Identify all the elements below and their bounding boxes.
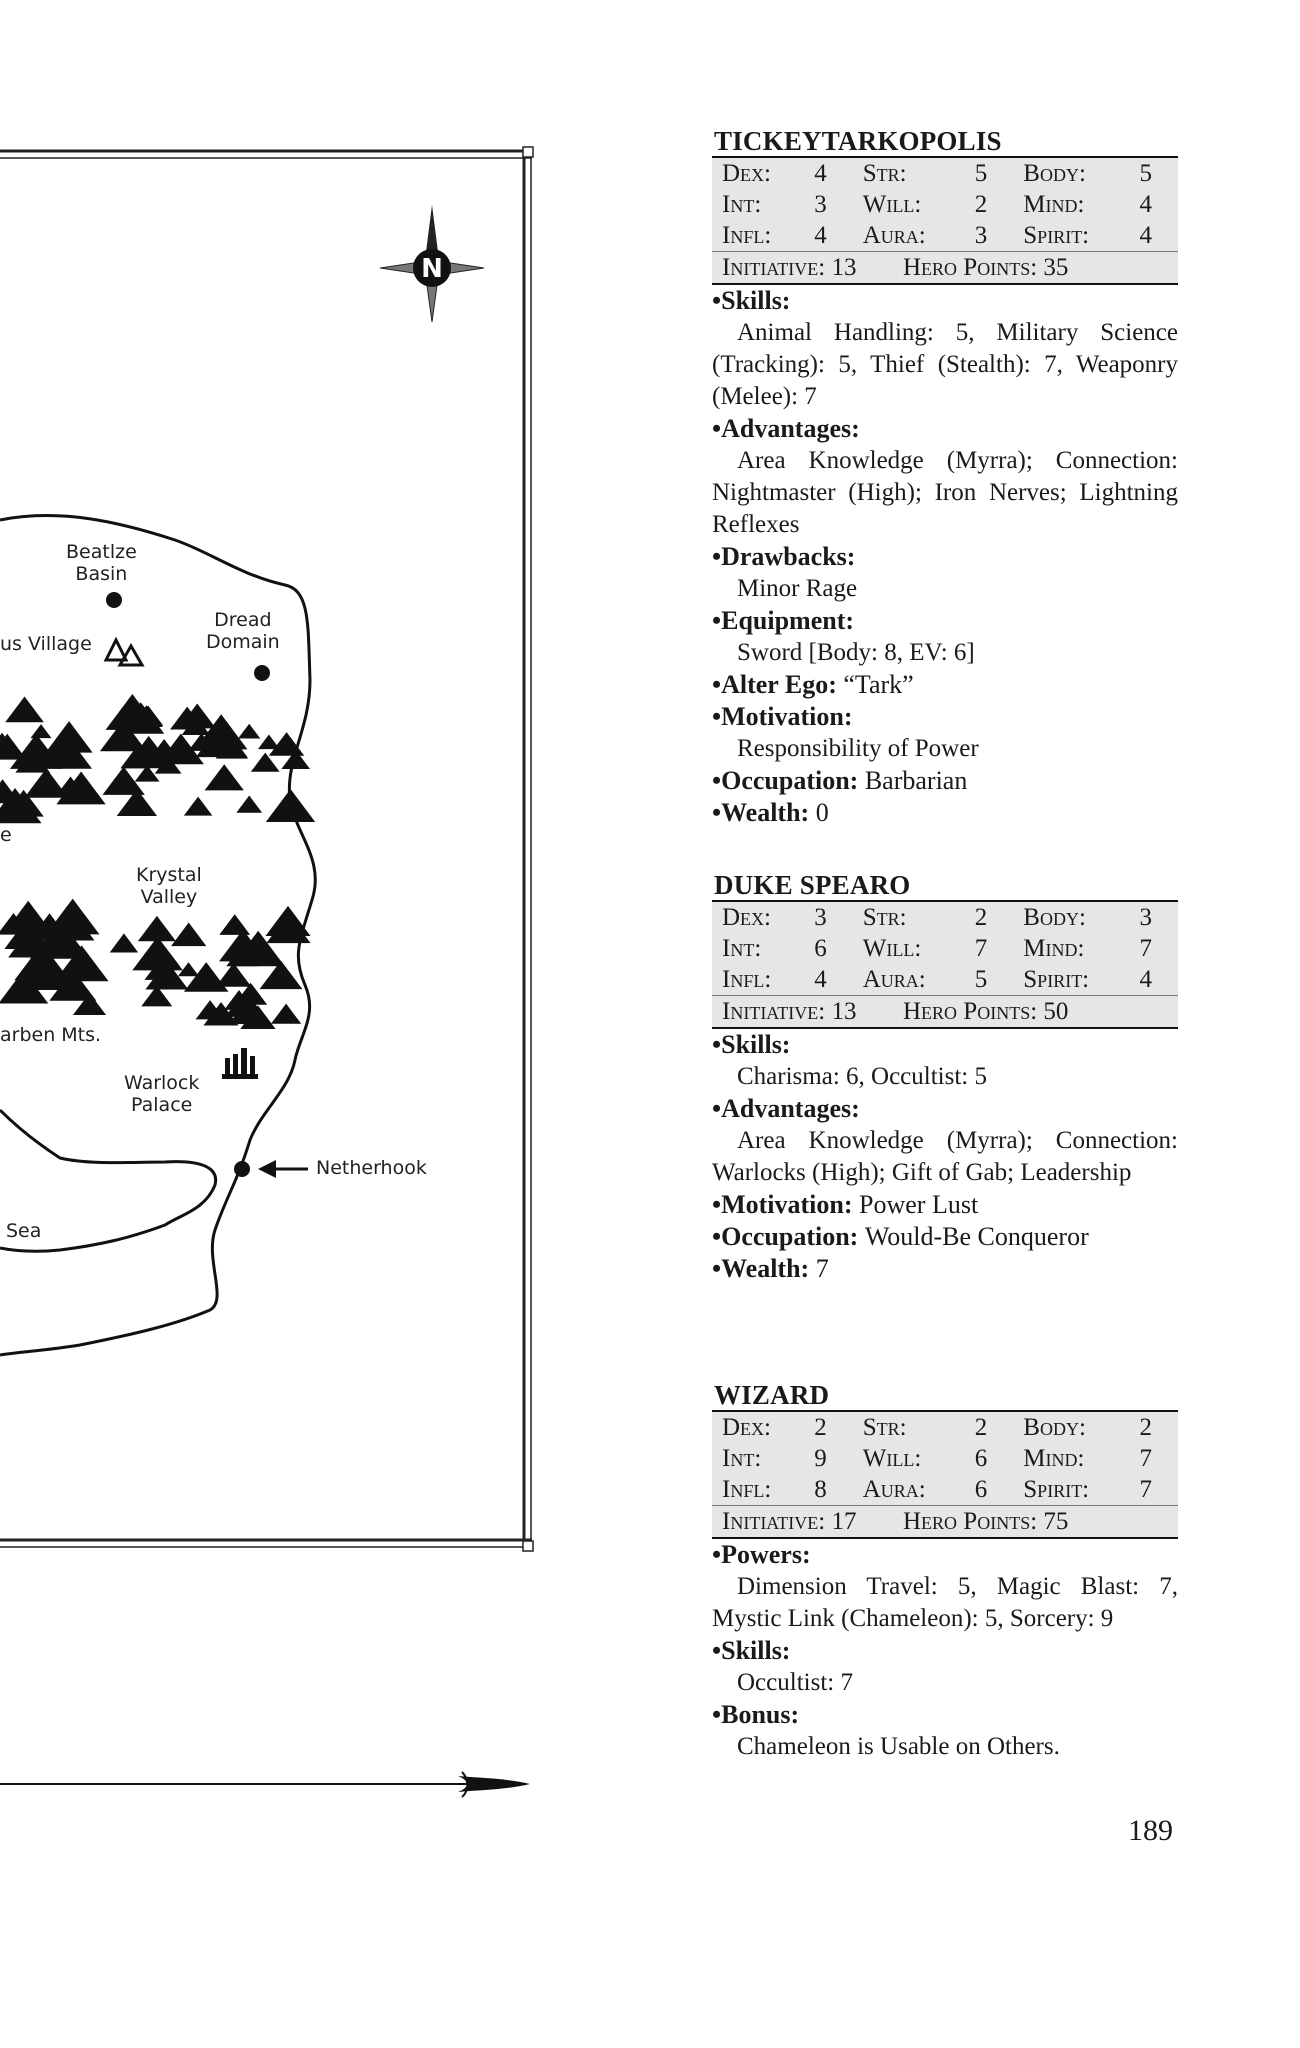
stat-str_l: Str: (862, 904, 907, 931)
stat-spirit: 4 (1139, 966, 1152, 993)
compass-rose-icon (380, 205, 484, 322)
mountain-icon (258, 735, 280, 750)
stat-dex_l: Dex: (722, 160, 771, 187)
stat-will: 7 (974, 935, 988, 962)
section-heading: •Wealth: (712, 798, 810, 827)
stat-infl: 8 (814, 1476, 827, 1503)
stat-spirit_l: Spirit: (1023, 1476, 1090, 1503)
stat-will_l: Will: (862, 1445, 922, 1472)
mountain-icon (138, 916, 176, 941)
initiative-row (712, 1506, 1178, 1539)
stat-spirit: 4 (1139, 222, 1152, 249)
stat-mind_l: Mind: (1023, 1445, 1085, 1472)
stat-dex: 2 (814, 1414, 827, 1441)
section-inline (712, 765, 1178, 797)
mountain-icon (184, 797, 213, 816)
section-inline (712, 1221, 1178, 1253)
section-body: Responsibility of Power (737, 735, 979, 762)
section-inline (712, 669, 1178, 701)
section-value: 0 (815, 798, 829, 827)
mountain-ranges (0, 694, 315, 1029)
section-heading: •Powers: (712, 1540, 811, 1569)
section-heading: •Skills: (712, 286, 791, 315)
section-inline (712, 1189, 1178, 1221)
character-name: TICKEYTARKOPOLIS (712, 126, 1178, 158)
stat-infl_l: Infl: (722, 1476, 772, 1503)
dread-domain-marker-icon (254, 665, 270, 681)
section-heading: •Occupation: (712, 1222, 859, 1251)
mountain-icon (24, 768, 68, 797)
map-illustration (0, 0, 700, 1800)
section-heading: •Bonus: (712, 1700, 800, 1729)
stat-str: 5 (974, 160, 988, 187)
section-heading: •Motivation: (712, 1190, 853, 1219)
attribute-table (712, 902, 1178, 1029)
stat-body: 3 (1139, 904, 1152, 931)
stat-body_l: Body: (1023, 904, 1086, 931)
map-label-edge: e (0, 824, 12, 846)
map-label-warlock-palace: Warlock Palace (124, 1072, 200, 1116)
warlock-palace-icon (222, 1048, 258, 1079)
initiative-label: Initiative: (722, 998, 826, 1025)
section-body: Dimension Travel: 5, Magic Blast: 7, Mystic Link (Chameleon): 5, Sorcery: 9 (712, 1573, 1178, 1632)
stat-str_l: Str: (862, 160, 907, 187)
section-heading: •Equipment: (712, 606, 855, 635)
section-heading: •Occupation: (712, 766, 859, 795)
stat-body: 5 (1139, 160, 1152, 187)
initiative-value: 17 (831, 1508, 857, 1535)
stat-int_l: Int: (722, 1445, 762, 1472)
mountain-icon (266, 789, 315, 822)
netherhook-arrow-icon (258, 1160, 308, 1178)
map-label-netherhook: Netherhook (316, 1157, 427, 1179)
section-inline (712, 797, 1178, 829)
hero-points-value: 75 (1043, 1508, 1069, 1535)
stat-str: 2 (974, 1414, 988, 1441)
mountain-icon (46, 721, 93, 752)
character-name: WIZARD (712, 1380, 1178, 1412)
stat-aura: 6 (974, 1476, 988, 1503)
ornamental-rule-icon (0, 1772, 530, 1797)
stat-dex_l: Dex: (722, 904, 771, 931)
stat-infl: 4 (814, 966, 827, 993)
section-heading: •Alter Ego: (712, 670, 837, 699)
mountain-icon (219, 914, 250, 935)
stat-infl: 4 (814, 222, 827, 249)
page-number: 189 (1128, 1814, 1173, 1847)
beatlze-basin-marker-icon (106, 592, 122, 608)
stat-int_l: Int: (722, 191, 762, 218)
stat-spirit_l: Spirit: (1023, 966, 1090, 993)
stat-dex: 4 (814, 160, 827, 187)
stat-mind: 4 (1139, 191, 1152, 218)
hero-points-value: 50 (1043, 998, 1069, 1025)
mountain-icon (236, 796, 262, 813)
mountain-icon (271, 1004, 301, 1024)
stat-mind: 7 (1139, 1445, 1152, 1472)
stat-block-wizard (712, 1380, 1178, 1763)
stat-block-tickeytarkopolis (712, 126, 1178, 829)
stat-mind_l: Mind: (1023, 191, 1085, 218)
section-heading: •Motivation: (712, 702, 853, 731)
section-heading: •Advantages: (712, 414, 860, 443)
attribute-table (712, 1412, 1178, 1539)
stat-body_l: Body: (1023, 1414, 1086, 1441)
section-body: Charisma: 6, Occultist: 5 (737, 1063, 987, 1090)
stat-body_l: Body: (1023, 160, 1086, 187)
mountain-icon (216, 963, 252, 987)
stat-aura: 5 (974, 966, 988, 993)
hero-points-label: Hero Points: (903, 1508, 1038, 1535)
stat-mind_l: Mind: (1023, 935, 1085, 962)
section-body: Area Knowledge (Myrra); Connection: Warlocks (High); Gift of Gab; Leadership (712, 1127, 1178, 1186)
section-value: Power Lust (859, 1190, 979, 1219)
stat-will_l: Will: (862, 191, 922, 218)
mountain-icon (30, 724, 51, 738)
stat-int: 3 (814, 191, 827, 218)
map-label-village: us Village (0, 633, 92, 655)
attribute-table (712, 158, 1178, 285)
section-heading: •Advantages: (712, 1094, 860, 1123)
mountain-icon (205, 764, 244, 790)
stat-block-duke-spearo (712, 870, 1178, 1285)
stat-str: 2 (974, 904, 988, 931)
hero-points-value: 35 (1043, 254, 1069, 281)
hero-points-label: Hero Points: (903, 254, 1038, 281)
mountain-icon (171, 923, 206, 947)
stat-infl_l: Infl: (722, 966, 772, 993)
stat-aura_l: Aura: (862, 222, 926, 249)
initiative-value: 13 (831, 254, 857, 281)
section-body: Chameleon is Usable on Others. (737, 1733, 1060, 1760)
stat-int: 6 (814, 935, 827, 962)
section-heading: •Skills: (712, 1030, 791, 1059)
section-heading: •Skills: (712, 1636, 791, 1665)
section-heading: •Drawbacks: (712, 542, 856, 571)
section-value: Barbarian (864, 766, 968, 795)
map-label-krystal-valley: Krystal Valley (136, 864, 202, 908)
map-frame (0, 147, 533, 1551)
stat-aura: 3 (974, 222, 988, 249)
section-value: 7 (815, 1254, 829, 1283)
village-tents-icon (106, 640, 142, 665)
stat-aura_l: Aura: (862, 966, 926, 993)
stat-mind: 7 (1139, 935, 1152, 962)
section-inline (712, 1253, 1178, 1285)
section-body: Occultist: 7 (737, 1669, 853, 1696)
stat-infl_l: Infl: (722, 222, 772, 249)
stat-int_l: Int: (722, 935, 762, 962)
map-label-dread-domain: Dread Domain (206, 609, 280, 653)
mountain-icon (0, 733, 22, 760)
hero-points-label: Hero Points: (903, 998, 1038, 1025)
mountain-icon (110, 933, 139, 952)
stat-aura_l: Aura: (862, 1476, 926, 1503)
initiative-value: 13 (831, 998, 857, 1025)
initiative-row (712, 252, 1178, 285)
stat-int: 9 (814, 1445, 827, 1472)
stat-will: 2 (974, 191, 988, 218)
mountain-icon (5, 696, 44, 722)
section-body: Animal Handling: 5, Military Science (Tracking): 5, Thief (Stealth): 7, Weaponry (Melee): 7 (712, 319, 1178, 410)
compass-north-letter: N (421, 254, 443, 284)
stat-dex_l: Dex: (722, 1414, 771, 1441)
section-value: “Tark” (843, 670, 914, 699)
stat-will: 6 (974, 1445, 988, 1472)
section-value: Would-Be Conqueror (864, 1222, 1089, 1251)
character-name: DUKE SPEARO (712, 870, 1178, 902)
initiative-label: Initiative: (722, 1508, 826, 1535)
stat-body: 2 (1139, 1414, 1152, 1441)
section-body: Sword [Body: 8, EV: 6] (737, 639, 975, 666)
initiative-row (712, 996, 1178, 1029)
map-label-sea: Sea (6, 1220, 42, 1242)
stat-dex: 3 (814, 904, 827, 931)
map-label-mountains: arben Mts. (0, 1024, 102, 1046)
stat-spirit_l: Spirit: (1023, 222, 1090, 249)
section-body: Area Knowledge (Myrra); Connection: Nightmaster (High); Iron Nerves; Lightning Reflexes (712, 447, 1178, 538)
stat-spirit: 7 (1139, 1476, 1152, 1503)
section-heading: •Wealth: (712, 1254, 810, 1283)
stat-str_l: Str: (862, 1414, 907, 1441)
mountain-icon (238, 724, 260, 739)
map-label-beatlze-basin: Beatlze Basin (66, 541, 137, 585)
stat-will_l: Will: (862, 935, 922, 962)
initiative-label: Initiative: (722, 254, 826, 281)
section-body: Minor Rage (737, 575, 858, 602)
netherhook-marker-icon (234, 1161, 250, 1177)
